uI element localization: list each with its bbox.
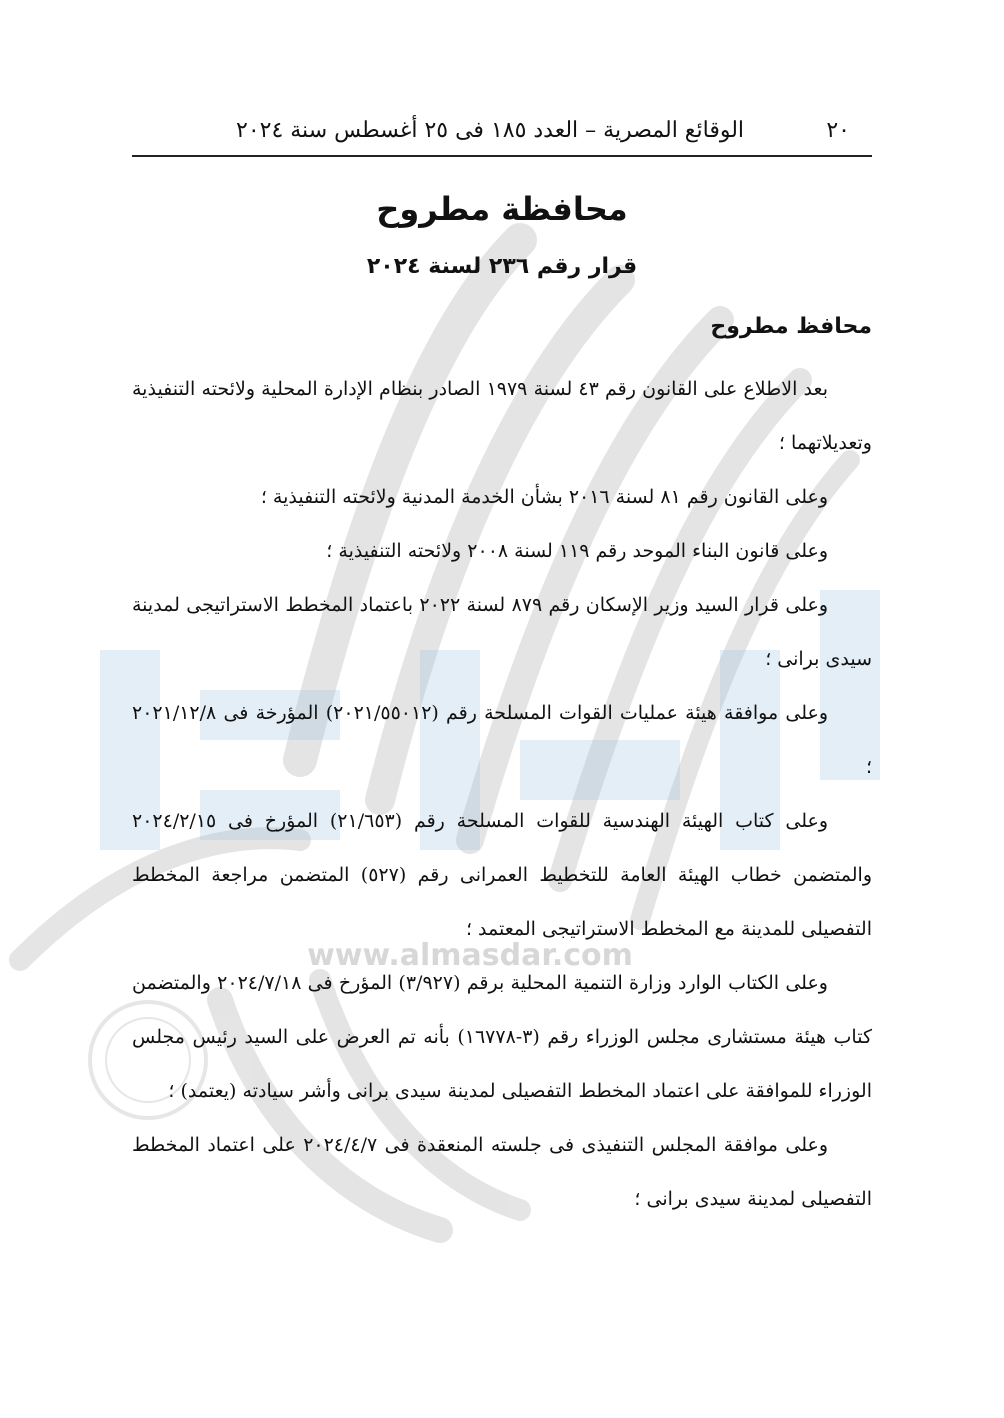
decree-body xyxy=(132,362,872,1226)
paragraph: بعد الاطلاع على القانون رقم ٤٣ لسنة ١٩٧٩ الصادر بنظام الإدارة المحلية ولائحته التنفيذية وتعديلاتهما ؛ xyxy=(132,378,872,454)
governorate-title: محافظة مطروح xyxy=(376,190,628,228)
publication-header: الوقائع المصرية – العدد ١٨٥ فى ٢٥ أغسطس سنة ٢٠٢٤ xyxy=(236,118,745,143)
paragraph: وعلى القانون رقم ٨١ لسنة ٢٠١٦ بشأن الخدمة المدنية ولائحته التنفيذية ؛ xyxy=(260,486,828,508)
paragraph: وعلى الكتاب الوارد وزارة التنمية المحلية برقم (٣/٩٢٧) المؤرخ فى ٢٠٢٤/٧/١٨ والمتضمن كتاب هيئة مستشارى مجلس الوزراء رقم (٣-١٦٧٧٨) بأنه تم العرض على السيد رئيس مجلس الوزراء للموافقة على اعتماد المخطط التفصيلى لمدينة سيدى برانى وأشر سيادته (يعتمد) ؛ xyxy=(132,972,872,1102)
paragraph: وعلى موافقة المجلس التنفيذى فى جلسته المنعقدة فى ٢٠٢٤/٤/٧ على اعتماد المخطط التفصيلى لمدينة سيدى برانى ؛ xyxy=(132,1134,872,1210)
paragraph: وعلى قانون البناء الموحد رقم ١١٩ لسنة ٢٠٠٨ ولائحته التنفيذية ؛ xyxy=(326,540,828,562)
watermark-url: www.almasdar.com xyxy=(307,938,633,973)
running-header xyxy=(132,108,872,152)
issuer-heading: محافظ مطروح xyxy=(710,314,872,339)
header-divider xyxy=(132,155,872,157)
paragraph: وعلى موافقة هيئة عمليات القوات المسلحة رقم (٢٠٢١/٥٥٠١٢) المؤرخة فى ٢٠٢١/١٢/٨ ؛ xyxy=(132,702,872,778)
paragraph: وعلى كتاب الهيئة الهندسية للقوات المسلحة رقم (٢١/٦٥٣) المؤرخ فى ٢٠٢٤/٢/١٥ والمتضمن خطاب الهيئة العامة للتخطيط العمرانى رقم (٥٢٧) المتضمن مراجعة المخطط التفصيلى للمدينة مع المخطط الاستراتيجى المعتمد ؛ xyxy=(132,810,873,940)
paragraph: وعلى قرار السيد وزير الإسكان رقم ٨٧٩ لسنة ٢٠٢٢ باعتماد المخطط الاستراتيجى لمدينة سيدى برانى ؛ xyxy=(132,594,872,670)
page-number: ٢٠ xyxy=(826,118,850,143)
decree-title: قرار رقم ٢٣٦ لسنة ٢٠٢٤ xyxy=(366,254,638,279)
